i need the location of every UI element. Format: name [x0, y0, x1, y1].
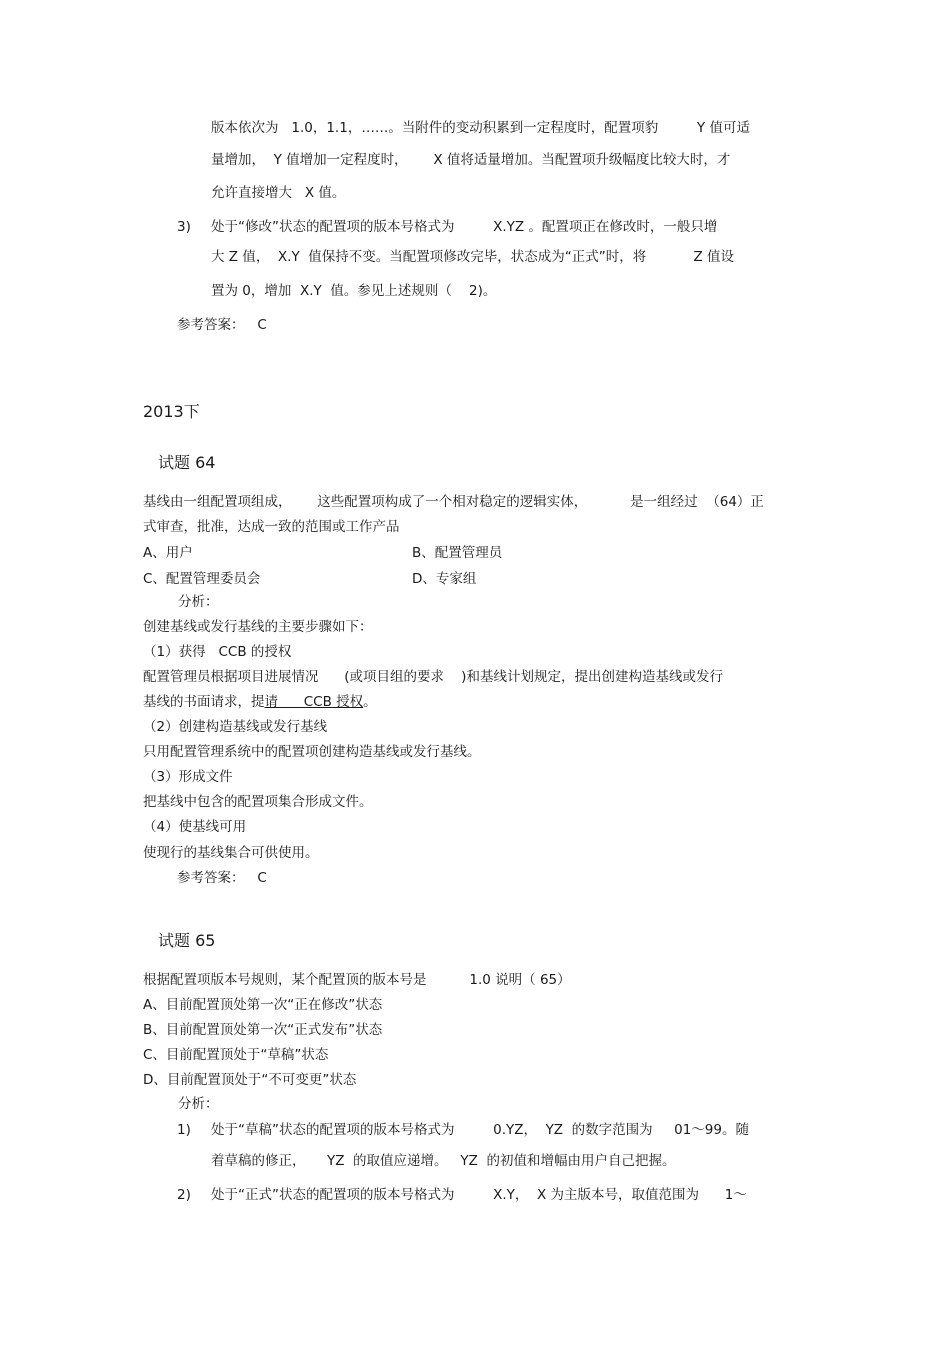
- question-title: 试题 65: [158, 931, 216, 950]
- option-a: A、用户: [143, 545, 193, 561]
- text-line: 大 Z 值， X.Y 值保持不变。当配置项修改完毕，状态成为“正式”时，将 Z 值设: [211, 249, 735, 265]
- option-d: D、专家组: [412, 571, 477, 587]
- text-line: 允许直接增大 X 值。: [211, 185, 346, 201]
- text-line: （2）创建构造基线或发行基线: [143, 719, 328, 735]
- question-title: 试题 64: [158, 453, 216, 472]
- question-stem: 基线由一组配置项组成， 这些配置项构成了一个相对稳定的逻辑实体， 是一组经过 （64）正: [143, 494, 764, 510]
- list-number: 1): [177, 1122, 191, 1138]
- answer-line: 参考答案： C: [177, 317, 267, 333]
- question-stem: 根据配置项版本号规则，某个配置顶的版本号是 1.0 说明（ 65）: [143, 972, 571, 988]
- text-line: 使现行的基线集合可供使用。: [143, 845, 319, 861]
- option-b: B、目前配置顶处第一次“正式发布”状态: [143, 1022, 383, 1038]
- text-line: 创建基线或发行基线的主要步骤如下：: [143, 619, 373, 635]
- text-fragment: 基线的书面请求，提: [143, 694, 265, 710]
- text-line: 把基线中包含的配置项集合形成文件。: [143, 794, 373, 810]
- text-line: （1）获得 CCB 的授权: [143, 644, 292, 660]
- analysis-label: 分析：: [178, 594, 219, 610]
- text-line: 处于“修改”状态的配置项的版本号格式为 X.YZ 。配置项正在修改时，一般只增: [211, 219, 718, 235]
- text-line: 只用配置管理系统中的配置项创建构造基线或发行基线。: [143, 744, 481, 760]
- text-line: 置为 0，增加 X.Y 值。参见上述规则（ 2)。: [211, 283, 497, 299]
- question-stem: 式审查，批准，达成一致的范围或工作产品: [143, 519, 400, 535]
- list-number: 3): [177, 219, 191, 235]
- text-line: 处于“正式”状态的配置项的版本号格式为 X.Y， X 为主版本号，取值范围为 1～: [211, 1187, 747, 1203]
- section-year-heading: 2013下: [143, 402, 200, 421]
- underlined-text: 请 CCB 授权: [264, 694, 364, 710]
- option-c: C、配置管理委员会: [143, 571, 261, 587]
- option-d: D、目前配置顶处于“不可变更”状态: [143, 1072, 357, 1088]
- list-number: 2): [177, 1187, 191, 1203]
- text-line: 着草稿的修正， YZ 的取值应递增。 YZ 的初值和增幅由用户自己把握。: [211, 1153, 676, 1169]
- text-line: 量增加， Y 值增加一定程度时， X 值将适量增加。当配置项升级幅度比较大时，才: [211, 152, 731, 168]
- text-line: （3）形成文件: [143, 769, 233, 785]
- text-line: [143, 693, 377, 711]
- answer-line: 参考答案： C: [177, 870, 267, 886]
- option-b: B、配置管理员: [412, 545, 503, 561]
- analysis-label: 分析：: [178, 1096, 219, 1112]
- text-line: （4）使基线可用: [143, 819, 247, 835]
- text-line: 处于“草稿”状态的配置项的版本号格式为 0.YZ， YZ 的数字范围为 01～99。随: [211, 1122, 749, 1138]
- option-a: A、目前配置顶处第一次“正在修改”状态: [143, 997, 383, 1013]
- option-c: C、目前配置顶处于“草稿”状态: [143, 1047, 329, 1063]
- text-fragment: 。: [363, 694, 377, 710]
- text-line: 配置管理员根据项目进展情况 (或项目组的要求 )和基线计划规定，提出创建构造基线或发行: [143, 669, 723, 685]
- text-line: 版本依次为 1.0，1.1，……。当附件的变动积累到一定程度时，配置项豹 Y 值可适: [211, 120, 750, 136]
